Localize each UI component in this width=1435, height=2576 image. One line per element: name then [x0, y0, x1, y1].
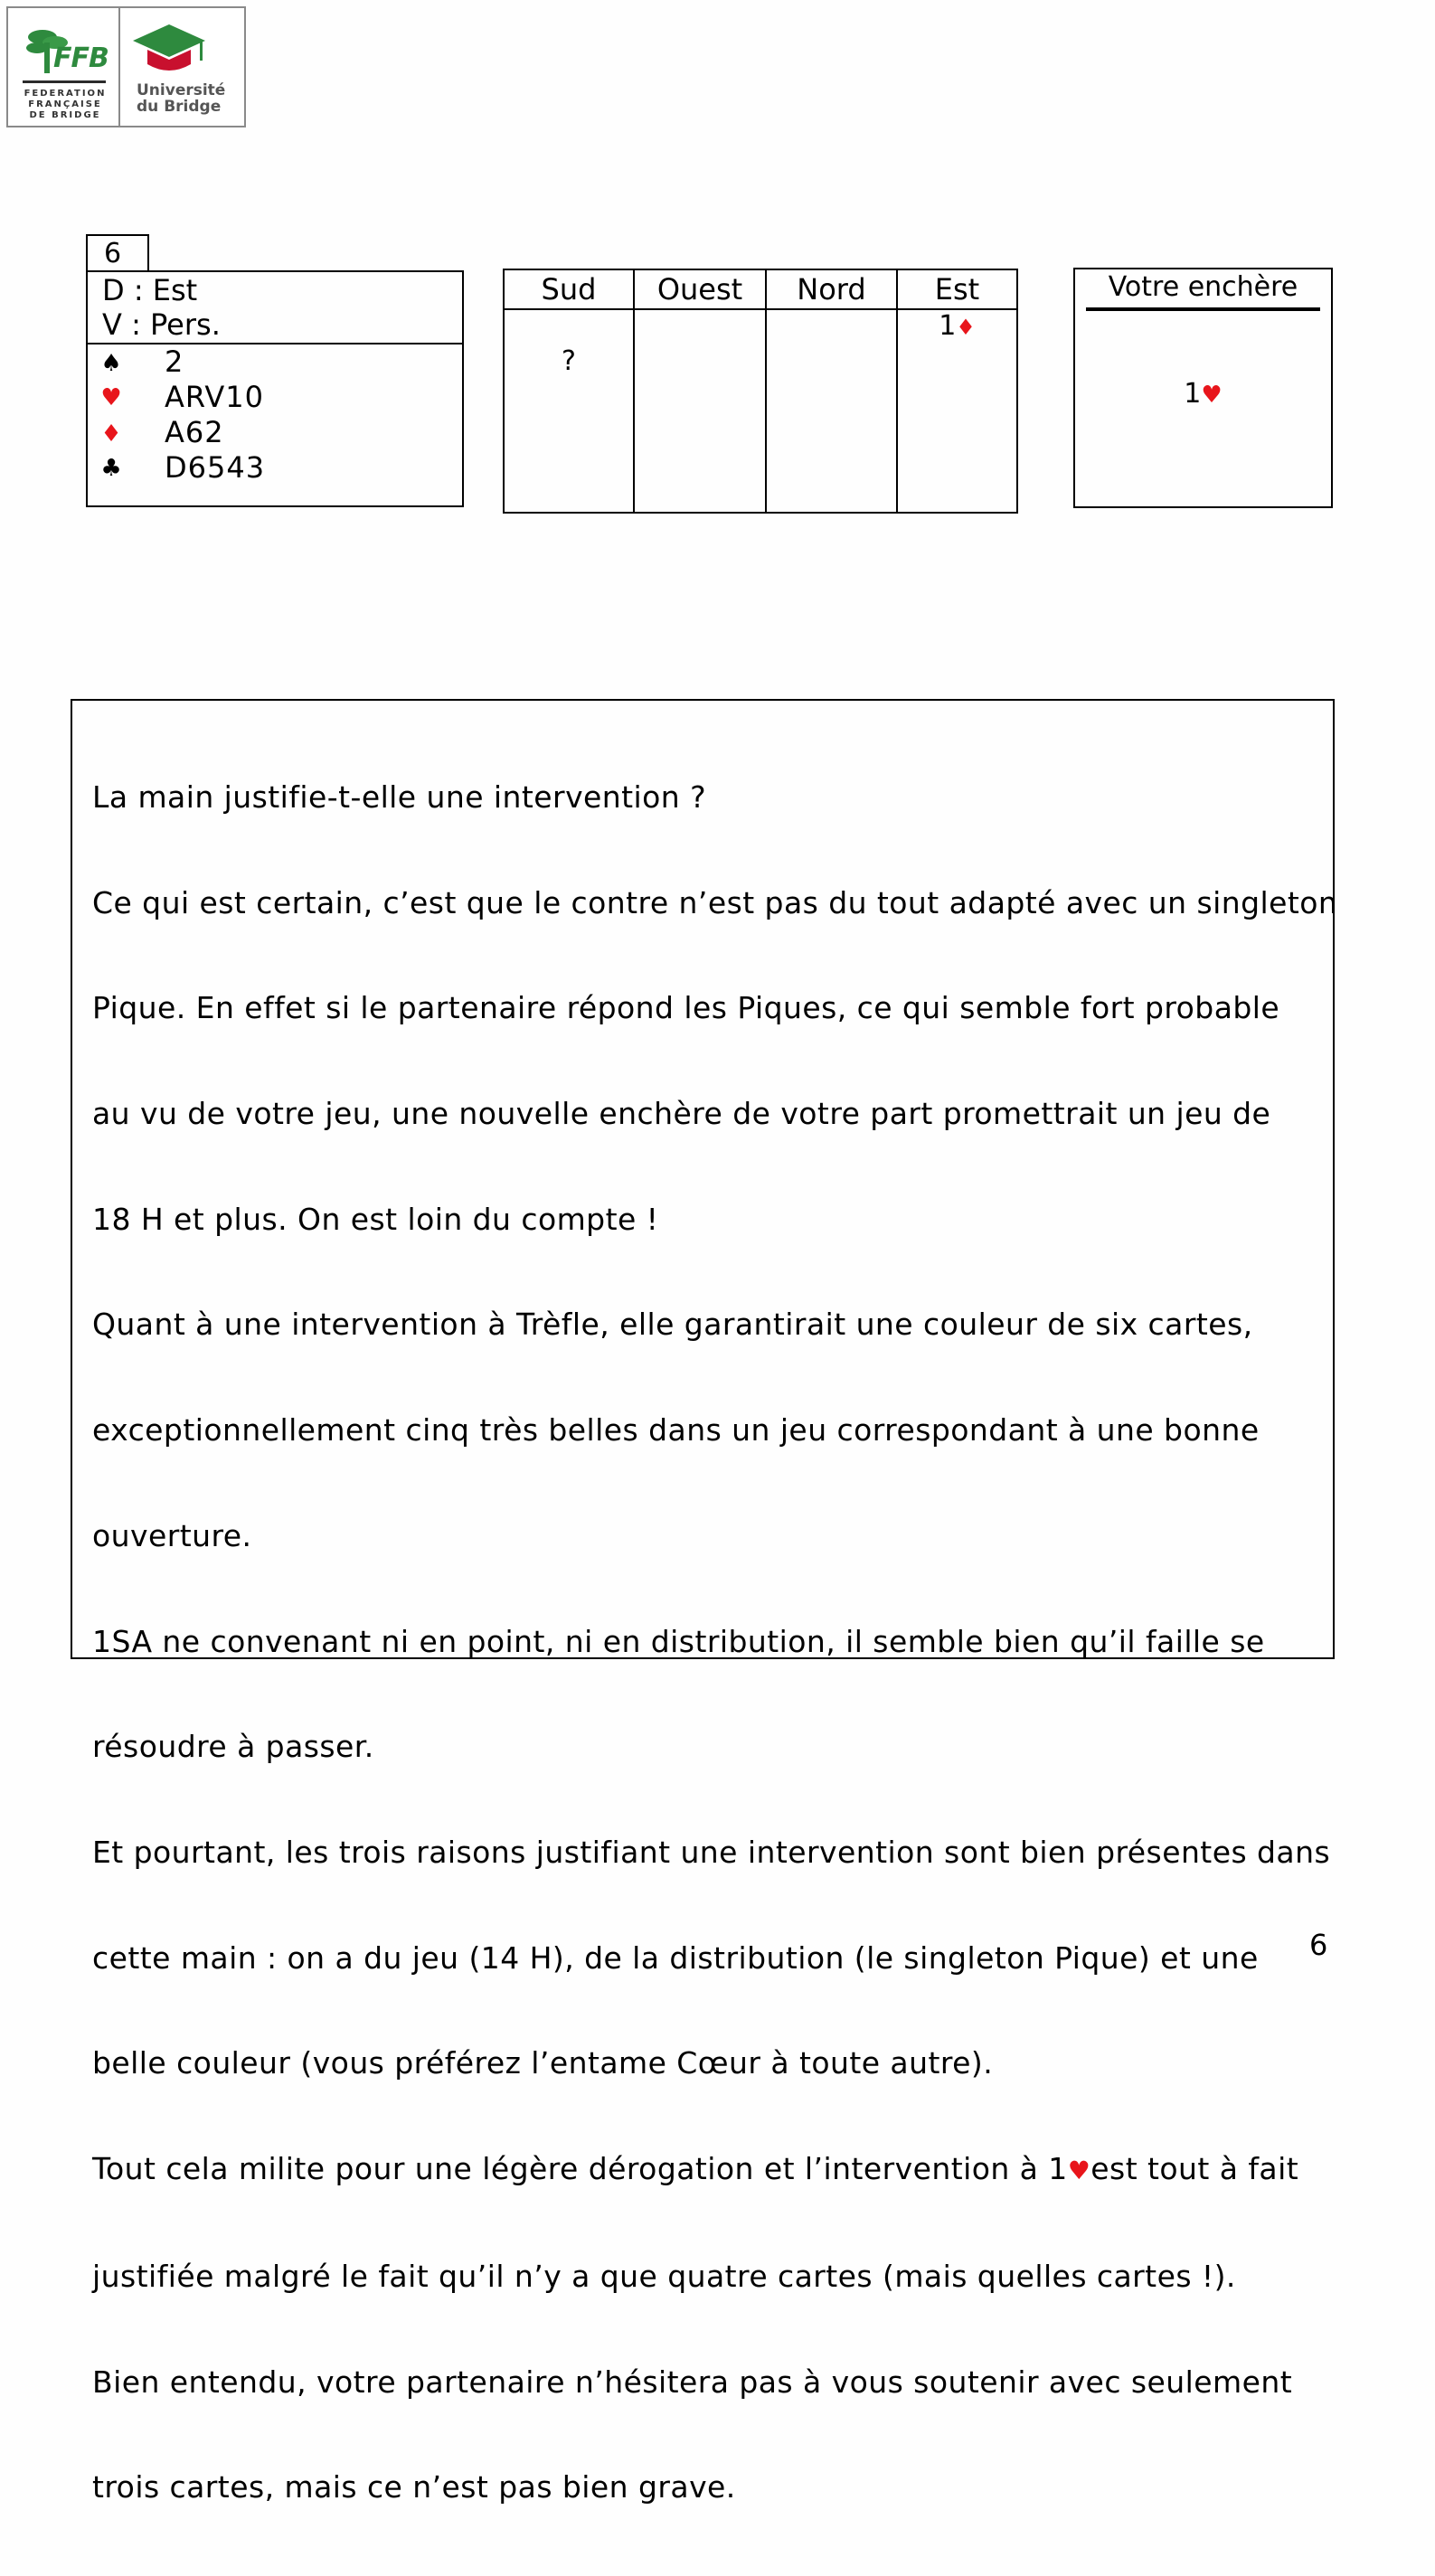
- comment-line: justifiée malgré le fait qu’il n’y a que quatre cartes (mais quelles cartes !).: [92, 2258, 1236, 2294]
- diamond-icon: ♦: [956, 315, 976, 340]
- comment-text: [92, 710, 1376, 2576]
- ffb-subtitle-3: DE BRIDGE: [29, 110, 101, 120]
- comment-line: Et pourtant, les trois raisons justifiant une intervention sont bien présentes dans: [92, 1835, 1331, 1870]
- deal-box: [86, 270, 464, 507]
- comment-line: exceptionnellement cinq très belles dans un jeu correspondant à une bonne: [92, 1412, 1260, 1448]
- comment-line: [92, 2152, 1376, 2189]
- spade-icon: ♠: [100, 350, 122, 377]
- auction-header-ouest: Ouest: [656, 272, 743, 307]
- auction-table: [503, 269, 1018, 514]
- graduation-cap-icon: [131, 21, 207, 80]
- your-bid-answer: [1075, 378, 1331, 410]
- spade-holding: 2: [165, 344, 184, 379]
- heart-icon: ♥: [1201, 382, 1223, 409]
- deal-number: 6: [86, 234, 149, 272]
- comment-line: au vu de votre jeu, une nouvelle enchère de votre part promettrait un jeu de: [92, 1095, 1271, 1131]
- heart-icon: ♥: [100, 384, 122, 411]
- ffb-logo-panel: [8, 8, 120, 126]
- vulnerability-line: V : Pers.: [102, 307, 221, 342]
- comment-line-part: est tout à fait: [1090, 2151, 1299, 2187]
- ffb-subtitle-2: FRANÇAISE: [28, 99, 102, 109]
- universite-label: Université: [137, 81, 226, 99]
- club-icon: ♣: [100, 455, 122, 482]
- comment-line: 18 H et plus. On est loin du compte !: [92, 1201, 659, 1237]
- auction-header-sud: Sud: [541, 272, 597, 307]
- comment-line: Quant à une intervention à Trèfle, elle garantirait une couleur de six cartes,: [92, 1307, 1253, 1343]
- ffb-wordmark: FFB: [53, 42, 109, 74]
- heart-icon: ♥: [1067, 2156, 1091, 2186]
- comment-line-part: Tout cela milite pour une légère dérogation et l’intervention à 1: [92, 2151, 1068, 2187]
- ffb-subtitle-1: FEDERATION: [24, 89, 107, 99]
- your-bid-box: [1073, 268, 1333, 508]
- comment-line: ouverture.: [92, 1517, 252, 1553]
- universite-logo-panel: [120, 8, 244, 126]
- comment-line: trois cartes, mais ce n’est pas bien grave.: [92, 2469, 736, 2505]
- comment-box: [71, 699, 1338, 2505]
- heart-holding: ARV10: [165, 380, 264, 414]
- ffb-divider: [23, 80, 106, 83]
- comment-line: Ce qui est certain, c’est que le contre n’est pas du tout adapté avec un singleton: [92, 884, 1338, 920]
- comment-line: belle couleur (vous préférez l’entame Cœur à toute autre).: [92, 2045, 994, 2081]
- diamond-holding: A62: [165, 415, 224, 449]
- diamond-icon: ♦: [100, 420, 122, 448]
- comment-line: La main justifie-t-elle une intervention ?: [92, 778, 707, 815]
- answer-level: 1: [1184, 378, 1202, 410]
- page-number: 6: [1309, 1928, 1328, 1962]
- comment-line: cette main : on a du jeu (14 H), de la distribution (le singleton Pique) et une: [92, 1939, 1259, 1976]
- dealer-line: D : Est: [102, 273, 198, 307]
- auction-header-nord: Nord: [797, 272, 866, 307]
- ffb-logo: [6, 6, 246, 127]
- deal-divider: [88, 343, 462, 344]
- club-holding: D6543: [165, 450, 266, 485]
- comment-line: 1SA ne convenant ni en point, ni en distribution, il semble bien qu’il faille se: [92, 1623, 1265, 1659]
- comment-line: Pique. En effet si le partenaire répond les Piques, ce qui semble fort probable: [92, 990, 1280, 1026]
- your-bid-title: Votre enchère: [1108, 271, 1298, 303]
- auction-header-est: Est: [934, 272, 980, 307]
- auction-bid-est: [898, 310, 1016, 342]
- comment-line: résoudre à passer.: [92, 1729, 374, 1765]
- your-bid-underline: [1086, 307, 1320, 311]
- comment-line: Bien entendu, votre partenaire n’hésitera pas à vous soutenir avec seulement: [92, 2364, 1293, 2400]
- bid-level: 1: [939, 310, 957, 342]
- auction-bid-sud: ?: [562, 345, 576, 377]
- du-bridge-label: du Bridge: [137, 98, 222, 116]
